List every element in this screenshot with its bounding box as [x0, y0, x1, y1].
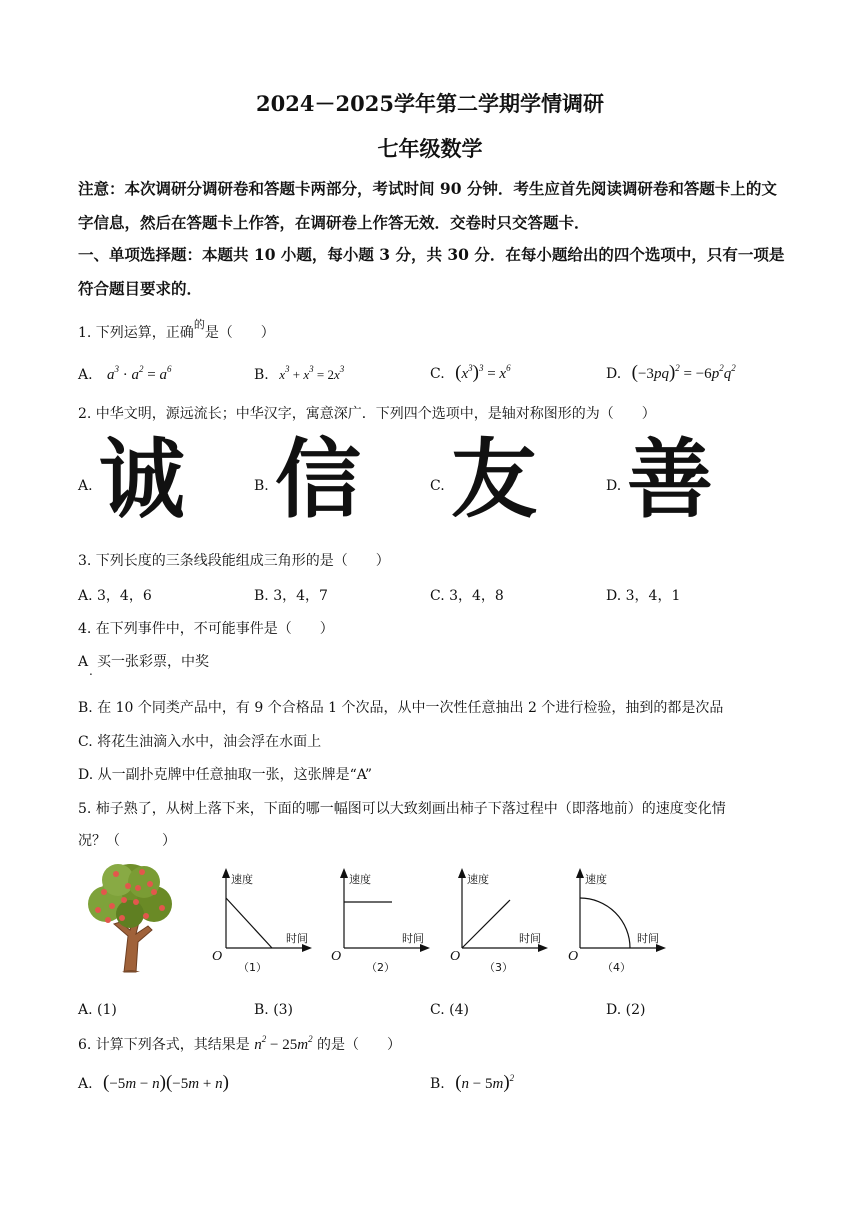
q2-option-a-char: 诚 [99, 430, 185, 530]
q2-option-a-label: A. [78, 478, 93, 494]
q6-option-a-formula: (−5m − n)(−5m + n) [103, 1072, 229, 1093]
exam-title: 2024－2025学年第二学期学情调研 [256, 91, 604, 116]
q1-option-d-label: D. [606, 366, 622, 382]
q4-option-b: B. 在 10 个同类产品中，有 9 个合格品 1 个次品，从中一次性任意抽出 2 个进行检验，抽到的都是次品 [78, 700, 724, 716]
q4-option-c: C. 将花生油滴入水中，油会浮在水面上 [78, 734, 322, 750]
q6-target-expression: $n^2 - 25m^2$ [254, 1034, 313, 1053]
q4-stem: 4. 在下列事件中，不可能事件是（ ） [78, 621, 334, 637]
q5-stem-line2: 况？（ ） [78, 833, 176, 849]
q5-option-c: C. (4) [430, 1002, 469, 1018]
q1-option-b-label: B. [254, 367, 269, 383]
q1-option-a [78, 364, 171, 384]
q1-option-b [254, 364, 344, 383]
q6-stem-part-b: 的是（ ） [317, 1037, 402, 1053]
graph-3-y-label: 速度 [467, 873, 489, 886]
q2-option-c-char: 友 [451, 430, 537, 530]
q1-stem [78, 318, 275, 342]
graph-4-y-label: 速度 [585, 873, 607, 886]
q6-stem-part-a: 6. 计算下列各式，其结果是 [78, 1037, 250, 1053]
graph-2-caption: （2） [366, 961, 395, 974]
q4-option-d: D. 从一副扑克牌中任意抽取一张，这张牌是“A” [78, 767, 372, 783]
q4-option-a-text: 买一张彩票，中奖 [97, 654, 210, 670]
graph-3-curve [462, 900, 510, 948]
notice-text: 本次调研分调研卷和答题卡两部分，考试时间 90 分钟．考生应首先阅读调研卷和答题卡上的文字信息，然后在答题卡上作答，在调研卷上作答无效．交卷时只交答题卡． [78, 179, 777, 232]
section-label: 一、单项选择题： [78, 245, 203, 264]
graph-1-x-label: 时间 [286, 932, 308, 945]
q4-option-a-label: A [78, 654, 89, 670]
graph-4-caption: （4） [602, 961, 631, 974]
section-heading [78, 238, 788, 306]
q3-option-c: C. 3，4，8 [430, 588, 504, 604]
graph-3-caption: （3） [484, 961, 513, 974]
q6-option-a [78, 1072, 229, 1094]
persimmon-tree-image [84, 862, 176, 974]
q1-option-b-formula: $x^3 + x^3 = 2x^3$ [279, 364, 345, 382]
q1-option-d-formula: $(-3pq)^2 = -6p^2q^2$ [631, 362, 736, 383]
q1-option-a-formula: $a^3 \cdot a^2 = a^6$ [107, 364, 172, 383]
q1-option-c-label: C. [430, 366, 445, 382]
q2-option-d-char: 善 [627, 430, 713, 530]
q2-option-c-label: C. [430, 478, 445, 494]
q1-option-d [606, 362, 736, 384]
q3-option-b: B. 3，4，7 [254, 588, 328, 604]
q2-option-b-label: B. [254, 478, 269, 494]
q1-stem-part-b: 是（ ） [204, 325, 275, 341]
graph-2-y-label: 速度 [349, 873, 371, 886]
exam-subtitle: 七年级数学 [377, 136, 483, 161]
q3-stem: 3. 下列长度的三条线段能组成三角形的是（ ） [78, 553, 390, 569]
q1-option-c-formula: $(x^3)^3 = x^6$ [455, 362, 511, 383]
q5-stem-line1: 5. 柿子熟了，从树上落下来，下面的哪一幅图可以大致刻画出柿子下落过程中（即落地前）的速度变化情 [78, 801, 726, 817]
q5-option-d: D. (2) [606, 1002, 646, 1018]
graph-4-x-label: 时间 [637, 932, 659, 945]
q5-option-b: B. (3) [254, 1002, 294, 1018]
q6-option-b-formula: $(n - 5m)^2$ [455, 1072, 515, 1093]
q6-stem [78, 1034, 401, 1054]
graph-1-origin: O [212, 949, 223, 964]
notice-label: 注意： [78, 179, 125, 198]
graph-1-y-label: 速度 [231, 873, 253, 886]
q2-option-b-char: 信 [275, 430, 361, 530]
q4-option-a [78, 651, 209, 671]
q2-option-d-label: D. [606, 478, 622, 494]
q6-option-b [430, 1072, 514, 1094]
notice-paragraph [78, 172, 788, 240]
q4-option-a-dot: . [89, 664, 93, 678]
q1-option-c [430, 362, 511, 384]
section-text: 本题共 10 小题，每小题 3 分，共 30 分．在每小题给出的四个选项中，只有一项是符合题目要求的． [78, 245, 785, 298]
q1-option-a-label: A. [78, 367, 93, 383]
graph-4-origin: O [568, 949, 579, 964]
graph-1-caption: （1） [238, 961, 267, 974]
q5-option-a: A. (1) [78, 1002, 117, 1018]
q6-option-a-label: A. [78, 1076, 93, 1092]
q6-option-b-label: B. [430, 1076, 445, 1092]
q3-option-d: D. 3，4，1 [606, 588, 681, 604]
graph-3-x-label: 时间 [519, 932, 541, 945]
q1-stem-small: 的 [193, 318, 205, 331]
q3-option-a: A. 3，4，6 [78, 588, 152, 604]
graph-3-origin: O [450, 949, 461, 964]
q1-stem-part-a: 1. 下列运算，正确 [78, 325, 194, 341]
q2-stem: 2. 中华文明，源远流长；中华汉字，寓意深广．下列四个选项中，是轴对称图形的为（ ） [78, 406, 656, 422]
graph-1-curve [226, 898, 272, 948]
graph-2-origin: O [331, 949, 342, 964]
graph-4-curve [580, 898, 630, 948]
graph-2-x-label: 时间 [402, 932, 424, 945]
